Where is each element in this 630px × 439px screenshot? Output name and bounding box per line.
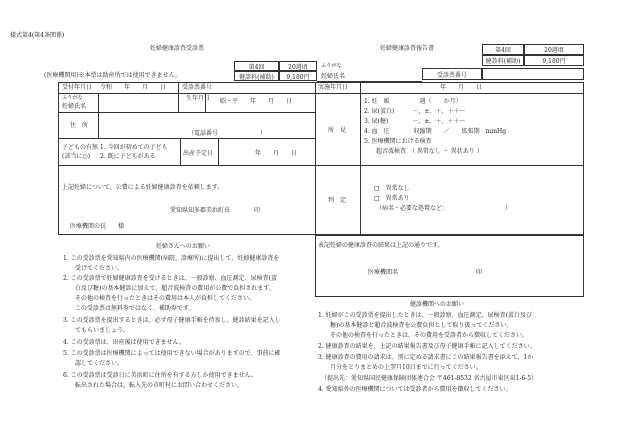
clinic-head-label: 医療機関の長 様 bbox=[70, 223, 125, 230]
issuer-text: 愛知県知多郡美浜町長 印 bbox=[170, 207, 261, 214]
finding-item-3: 3. 尿(糖) －、±、＋、＋＋～ bbox=[364, 118, 466, 125]
recipient-no-field-top bbox=[482, 68, 584, 80]
report-text: 表記妊婦の健康診査の結果は上記の通りです。 bbox=[318, 242, 444, 249]
request-text: 上記妊婦について、公費による妊婦健康診査を依頼します。 bbox=[62, 184, 224, 191]
finding-item-2: 2. 尿(蛋白) －、±、＋、＋＋～ bbox=[364, 108, 466, 115]
left-note-line-9: 4. この受診票は、出産後は使用できません。 bbox=[63, 339, 185, 346]
judgment-normal: □ 異常なし bbox=[374, 185, 410, 192]
due-date-label: 出産予定日 bbox=[183, 150, 214, 157]
left-note-line-1: 1. この受診票を愛知県内の医療機関(病院、診療所)に提出して、妊婦健康診査を bbox=[63, 255, 280, 262]
left-note-line-6: この受診票は無料券ではなく、補助券です。 bbox=[63, 305, 195, 312]
left-note-line-2: 受けてください。 bbox=[63, 265, 124, 272]
right-fee-label: 健診料(補助) bbox=[482, 55, 524, 66]
left-fee-value: 9,180円 bbox=[279, 71, 317, 81]
name-label-top: 妊婦氏名 bbox=[321, 73, 346, 80]
right-notes-heading: 健診機関へのお願い bbox=[410, 301, 465, 308]
left-note-line-3: 2. この受診票で妊婦健康診査を受けるときは、一般診察、血圧測定、尿検査(蛋 bbox=[63, 275, 277, 282]
left-week-label: 第4回 bbox=[234, 61, 279, 71]
children-label: 子どもの有無 bbox=[62, 144, 99, 151]
title-left: 妊婦健康診査受診票 bbox=[150, 45, 205, 52]
left-note-line-5: その他の検査を行ったときはその費用は本人が負担してください。 bbox=[63, 295, 256, 302]
address-label: 住 所 bbox=[70, 122, 89, 129]
finding-item-4: 4. 血 圧 収縮期 ／ 拡張期 mmHg bbox=[364, 128, 507, 135]
judgment-abnormal: □ 異常あり bbox=[374, 195, 410, 202]
issue-date-value: 令和 年 月 日 bbox=[100, 84, 167, 91]
right-fee-value: 9,180円 bbox=[524, 55, 584, 66]
findings-label: 所 見 bbox=[328, 127, 347, 134]
recipient-no-label-top: 受診票番号 bbox=[422, 68, 482, 80]
notice-text: (医療機関用)※本票は助産所では使用できません。 bbox=[44, 72, 182, 79]
exam-date-value: 年 月 日 bbox=[440, 84, 483, 91]
due-date-value: 年 月 日 bbox=[255, 150, 298, 157]
issue-date-label: 受付年月日 bbox=[62, 84, 93, 91]
finding-item-1: 1. 妊 娠 週（ か月） bbox=[364, 98, 462, 105]
right-note-line-7: （提出先：愛知県国民健康保険団体連合会 〒461-8532 名古屋市東区泉1-6-5） bbox=[318, 375, 538, 382]
left-note-line-7: 3. この受診票を提出するときは、必ず母子健康手帳を持参し、健診結果を記入し bbox=[63, 317, 281, 324]
recipient-no-label: 受診票番号 bbox=[182, 84, 213, 91]
right-week-value: 20週頃 bbox=[524, 44, 584, 55]
right-note-line-1: 1. 妊婦がこの受診票を提出したときは、一般診察、血圧測定、尿検査(蛋白及び bbox=[318, 312, 532, 319]
children-option-2: 2. 既に子どもがある bbox=[100, 153, 156, 160]
children-note: (該当に○) bbox=[62, 153, 90, 160]
left-note-line-4: 白及び糖)の基本健診に加えて、超音波検査の費用が公費で負担されます。 bbox=[63, 285, 275, 292]
birth-label: 生年月日 bbox=[186, 95, 211, 102]
right-note-line-2: 糖)の基本健診と超音波検査を公費負担として取り扱ってください。 bbox=[318, 322, 513, 329]
form-number: 様式第4(第4条関係) bbox=[10, 32, 65, 39]
left-note-line-11: 認してください。 bbox=[63, 360, 124, 367]
clinic-sign: 医療機関名 印 bbox=[368, 269, 483, 276]
furigana-label: ふりがな bbox=[62, 95, 83, 101]
judgment-detail: （病名・必要な処置など： ） bbox=[376, 205, 512, 212]
exam-date-label: 実施年月日 bbox=[318, 84, 349, 91]
left-note-line-10: 5. この受診票は医療機関によっては使用できない場合がありますので、事前に確 bbox=[63, 350, 281, 357]
furigana-label-top: ふりがな bbox=[321, 63, 342, 69]
left-fee-label: 健診料(補助) bbox=[234, 71, 279, 81]
birth-value: 昭・平 年 月 日 bbox=[220, 98, 293, 105]
right-note-line-5: 3. 健康診査の費用の請求は、別に定める請求書にこの結果報告書を添えて、1か bbox=[318, 354, 534, 361]
judgment-label: 判 定 bbox=[328, 197, 347, 204]
name-label: 妊婦氏名 bbox=[62, 103, 87, 110]
finding-item-5: 5. 医療機関における検査 bbox=[364, 138, 432, 145]
left-week-value: 20週頃 bbox=[279, 61, 317, 71]
right-note-line-3: その他の検査を行ったときは、その費用を受診者から徴収してください。 bbox=[318, 332, 529, 339]
right-week-label: 第4回 bbox=[482, 44, 524, 55]
children-option-1: 1. 今回が初めての子ども bbox=[100, 144, 168, 151]
right-note-line-8: 4. 愛知県外の医療機関については受診者から費用を徴収してください。 bbox=[318, 386, 512, 393]
left-note-line-12: 6. この受診票は受診日に美浜町に住所を有する方しか使用できません。 bbox=[63, 372, 257, 379]
right-note-line-6: 月分をとりまとめの上翌月10日までに行ってください。 bbox=[318, 364, 482, 371]
finding-item-6: 超音波検査 （ 異常なし ・ 異状あり ） bbox=[364, 148, 483, 155]
left-note-line-8: てもらいましょう。 bbox=[63, 327, 130, 334]
title-right: 妊婦健康診査報告書 bbox=[380, 45, 435, 52]
left-notes-heading: 妊婦さんへのお願い bbox=[156, 243, 210, 250]
phone-value: （電話番号 ） bbox=[188, 130, 267, 137]
left-note-line-13: 転出された場合は、転入先の市町村にお問い合わせください。 bbox=[63, 382, 244, 389]
right-note-line-4: 2. 健康診査の結果を、上記の結果報告書及び母子健康手帳に記入してください。 bbox=[318, 343, 536, 350]
